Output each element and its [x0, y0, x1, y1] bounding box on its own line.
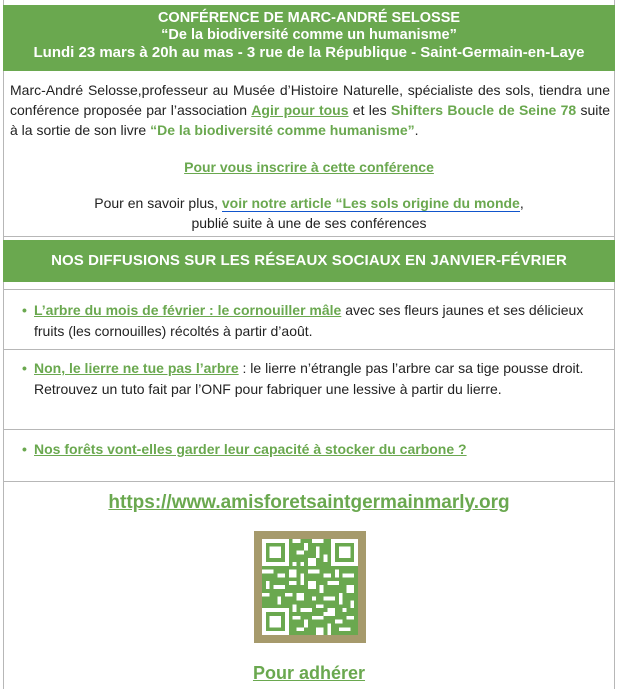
bullet-icon: • — [22, 302, 27, 318]
article-link[interactable]: voir notre article “Les sols origine du monde — [221, 195, 520, 211]
qr-code-icon[interactable] — [254, 531, 366, 643]
conference-subtitle: “De la biodiversité comme un humanisme” — [161, 27, 457, 43]
shifters-link[interactable]: Shifters Boucle de Seine 78 — [390, 102, 577, 118]
divider — [3, 289, 615, 290]
register-line — [3, 157, 615, 177]
conference-banner — [3, 5, 615, 71]
more-info-line — [3, 193, 615, 213]
social-item — [22, 358, 589, 400]
divider — [3, 429, 615, 430]
join-link[interactable]: Pour adhérer — [252, 663, 366, 683]
conference-description — [10, 80, 610, 140]
website-link[interactable]: https://www.amisforetsaintgermainmarly.org — [108, 492, 510, 513]
bullet-icon: • — [22, 441, 27, 457]
divider — [3, 349, 615, 350]
social-item — [22, 300, 589, 342]
intro-text-4: . — [414, 122, 419, 138]
social-heading: NOS DIFFUSIONS SUR LES RÉSEAUX SOCIAUX EN JANVIER-FÉVRIER — [3, 240, 615, 282]
social-item-text: avec ses fleurs jaunes et ses délicieux fruits (les cornouilles) récoltés à partir d’août. — [34, 302, 584, 339]
conference-title: CONFÉRENCE DE MARC-ANDRÉ SELOSSE — [157, 10, 461, 26]
more-info-prefix: Pour en savoir plus, — [94, 195, 222, 211]
qr-code-graphic — [262, 539, 358, 635]
more-info-comma: , — [519, 195, 524, 211]
social-item — [22, 439, 589, 460]
social-item-link[interactable]: Nos forêts vont-elles garder leur capacité à stocker du carbone ? — [34, 441, 467, 457]
social-item-link[interactable]: L’arbre du mois de février : le cornouiller mâle — [34, 302, 342, 318]
bullet-icon: • — [22, 360, 27, 376]
divider — [3, 236, 615, 237]
social-item-text: : le lierre n’étrangle pas l’arbre car sa tige pousse droit. Retrouvez un tuto fait par l’ONF pour fabriquer une lessive à partir du lierre. — [34, 360, 584, 397]
social-item-link[interactable]: Non, le lierre ne tue pas l’arbre — [34, 360, 239, 376]
more-info-suffix: publié suite à une de ses conférences — [191, 215, 427, 231]
register-link[interactable]: Pour vous inscrire à cette conférence — [184, 159, 434, 175]
conference-date-place: Lundi 23 mars à 20h au mas - 3 rue de la République - Saint-Germain-en-Laye — [33, 44, 585, 61]
intro-text-1: Marc-André Selosse,professeur au Musée d’Histoire Naturelle, spécialiste des sols, tiendra une conférence proposée par l’association — [10, 82, 610, 118]
divider — [3, 481, 615, 482]
book-title: “De la biodiversité comme humanisme” — [150, 122, 415, 138]
intro-text-2: et les — [348, 102, 391, 118]
agir-pour-tous-link[interactable]: Agir pour tous — [251, 102, 349, 118]
intro-text-3: suite à la sortie de son livre — [10, 102, 611, 138]
